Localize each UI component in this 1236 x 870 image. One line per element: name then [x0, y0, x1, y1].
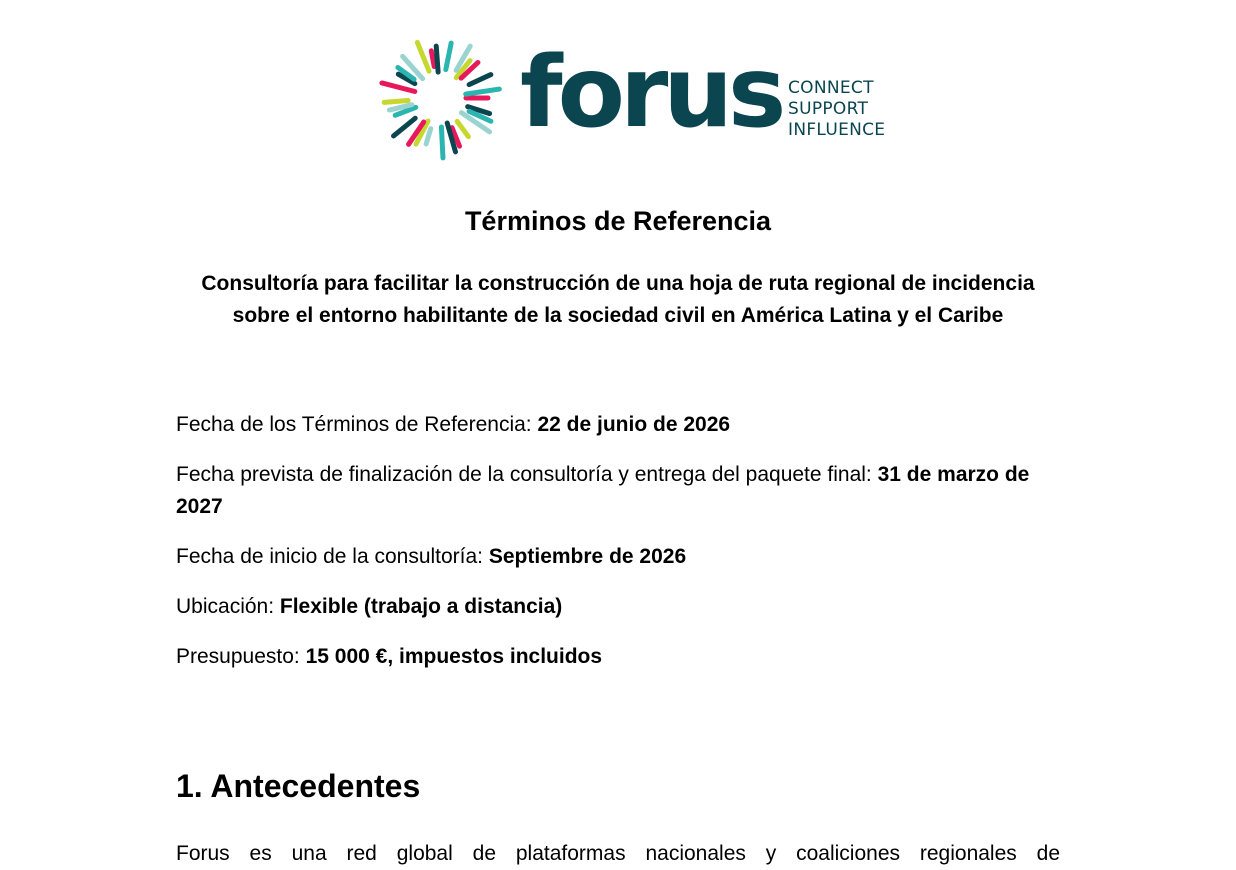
detail-value: Flexible (trabajo a distancia): [279, 595, 563, 618]
detail-start-date: [176, 541, 1064, 573]
sunburst-ray: [382, 83, 415, 92]
detail-label: Fecha de los Términos de Referencia:: [176, 413, 538, 436]
tagline-influence: INFLUENCE: [788, 120, 886, 140]
document-title: Términos de Referencia: [464, 206, 772, 236]
logo-tagline: [788, 78, 885, 141]
sunburst-ray: [441, 127, 443, 158]
detail-value: 31 de marzo de 2027: [176, 463, 1030, 518]
detail-end-date: [176, 459, 1064, 523]
sunburst-ray: [384, 100, 408, 102]
subtitle-line-2: sobre el entorno habilitante de la sociedad civil en América Latina y el Caribe: [232, 304, 1004, 327]
section-heading-background: 1. Antecedentes: [176, 768, 421, 804]
document-subtitle: [150, 268, 1086, 332]
forus-logo: [376, 34, 896, 166]
detail-value: Septiembre de 2026: [488, 545, 687, 568]
sunburst-ray: [431, 51, 434, 67]
detail-value: 15 000 €, impuestos incluidos: [305, 645, 603, 668]
detail-label: Fecha prevista de finalización de la consultoría y entrega del paquete final:: [176, 463, 878, 486]
detail-label: Presupuesto:: [176, 645, 306, 668]
detail-location: [176, 591, 1064, 623]
sunburst-ray: [457, 121, 468, 136]
sunburst-ray: [417, 42, 429, 71]
detail-tor-date: [176, 409, 1064, 441]
detail-label: Ubicación:: [176, 595, 280, 618]
sunburst-ray: [446, 43, 451, 69]
sunburst-logo-icon: [376, 34, 504, 162]
detail-value: 22 de junio de 2026: [537, 413, 731, 436]
detail-label: Fecha de inicio de la consultoría:: [176, 545, 489, 568]
sunburst-ray: [469, 75, 491, 85]
logo-wordmark: forus: [520, 36, 782, 150]
sunburst-ray: [466, 89, 500, 94]
body-paragraph: Forus es una red global de plataformas nacionales y coaliciones regionales de: [176, 842, 1060, 865]
detail-budget: [176, 641, 1064, 673]
subtitle-line-1: Consultoría para facilitar la construcción de una hoja de ruta regional de incidencia: [201, 272, 1035, 295]
sunburst-ray: [436, 46, 438, 72]
sunburst-ray: [394, 118, 416, 136]
tagline-connect: CONNECT: [788, 78, 874, 98]
tagline-support: SUPPORT: [788, 99, 869, 119]
terms-details: [176, 409, 1064, 691]
sunburst-ray: [426, 129, 431, 144]
